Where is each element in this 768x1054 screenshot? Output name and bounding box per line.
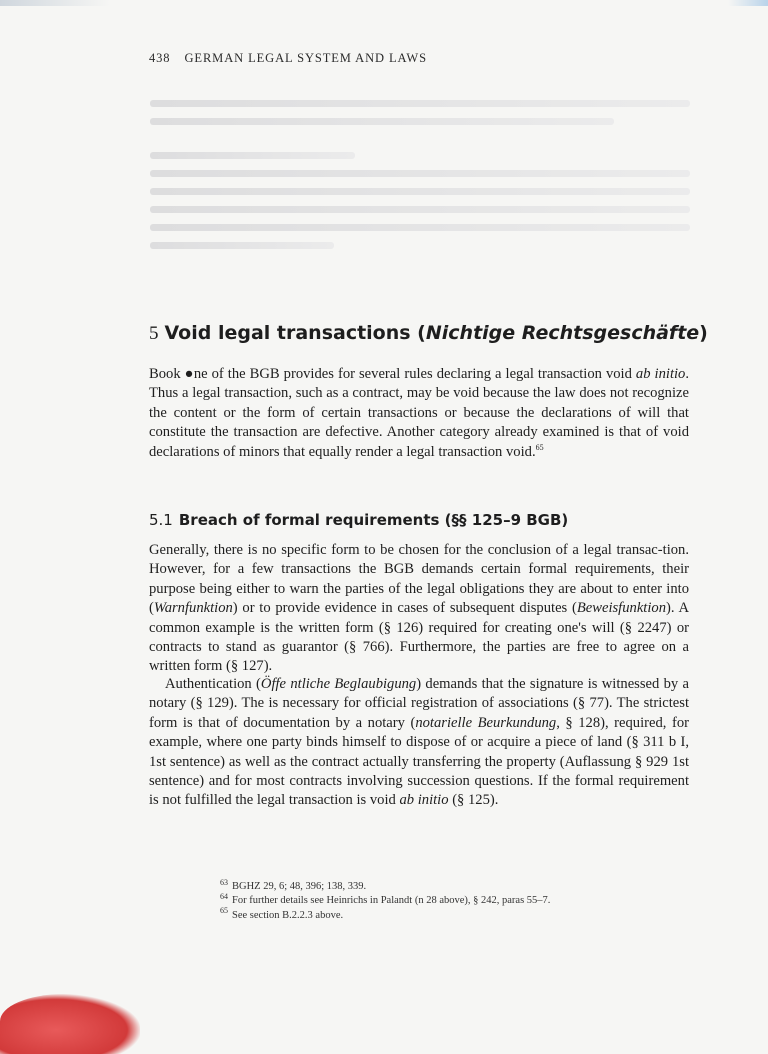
section-title-german: Nichtige Rechtsgeschäfte bbox=[425, 322, 700, 344]
section-title-close: ) bbox=[699, 322, 708, 344]
italic-run: ab initio bbox=[635, 366, 686, 382]
scan-edge-mark bbox=[0, 0, 110, 6]
subsection-heading bbox=[149, 511, 709, 529]
bleed-through-block-2 bbox=[150, 152, 690, 260]
italic-run: Öffe ntliche Beglaubigung bbox=[260, 676, 417, 692]
subsection-paragraph-1 bbox=[149, 541, 689, 677]
section-heading bbox=[149, 322, 709, 345]
scanner-thumb bbox=[0, 994, 140, 1054]
footnote-65: $^{65}$ See section B.2.2.3 above. bbox=[220, 906, 344, 921]
footnote-ref: 65 bbox=[535, 442, 544, 452]
italic-run: ab initio bbox=[399, 792, 449, 809]
subsection-paragraph-2 bbox=[149, 675, 689, 811]
subsection-number: 5.1 bbox=[149, 511, 173, 529]
footnotes bbox=[220, 877, 700, 923]
page-number: 438 bbox=[149, 51, 171, 65]
italic-run: Warnfunktion bbox=[153, 600, 233, 617]
running-header bbox=[149, 51, 427, 66]
section-title: Void legal transactions ( bbox=[164, 322, 426, 344]
subsection-title: Breach of formal requirements (§§ 125–9 BGB) bbox=[178, 511, 569, 529]
scan-edge-mark-right bbox=[728, 0, 768, 6]
text-run: Generally, there is no specific form to be chosen for the conclusion of a legal transac-tion. However, for a few transactions the BGB demands certain formal requirements, their purpose being either to warn the parties of the legal obligations they are about to enter into ( bbox=[149, 542, 689, 617]
italic-run: Beweisfunktion bbox=[576, 600, 667, 617]
bleed-through-block-1 bbox=[150, 100, 690, 136]
text-run: , § 128), required, for example, where one party binds himself to dispose of or acquire a piece of land (§ 311 b I, 1st sentence) as well as the contract actually transferring the property (Auflassung § 929 1st sentence) and for most contracts involving succession questions. If the formal requirement is not fulfilled the legal transaction is void bbox=[149, 714, 689, 809]
footnote-64: $^{64}$ For further details see Heinrichs in Palandt (n 28 above), § 242, paras 55–7. bbox=[220, 891, 551, 907]
footnote-63: $^{63}$ BGHZ 29, 6; 48, 396; 138, 339. bbox=[220, 877, 367, 892]
text-run: ne of the BGB provides for several rules declaring a legal transaction void bbox=[193, 366, 636, 382]
text-run: (§ 125). bbox=[448, 792, 499, 809]
running-title: GERMAN LEGAL SYSTEM AND LAWS bbox=[184, 51, 427, 65]
text-run: Authentication ( bbox=[165, 676, 261, 692]
italic-run: notarielle Beurkundung bbox=[415, 714, 557, 731]
text-run: ) demands that the signature is witnessed by a notary (§ 129). The is necessary for official registration of associations (§ 77). The strictest form is that of documentation by a notary ( bbox=[149, 676, 689, 731]
text-run: ). A common example is the written form (§ 126) required for creating one's will (§ 2247) or contracts to stand as guarantor (§ 766). Furthermore, the parties are free to agree on a written form (§ 127). bbox=[149, 600, 689, 675]
section-number: 5 bbox=[149, 323, 159, 344]
text-run: . Thus a legal transaction, such as a contract, may be void because the law does not recognize the content or the form of certain transactions or because the declarations of will that constitute the transaction are defective. Another category already examined is that of void declarations of minors that equally render a legal transaction void. bbox=[149, 366, 690, 460]
section-intro-paragraph bbox=[149, 365, 689, 462]
text-run: ) or to provide evidence in cases of subsequent disputes ( bbox=[232, 600, 577, 617]
text-run: Book bbox=[149, 366, 185, 382]
bullet-glyph: ● bbox=[184, 366, 194, 382]
